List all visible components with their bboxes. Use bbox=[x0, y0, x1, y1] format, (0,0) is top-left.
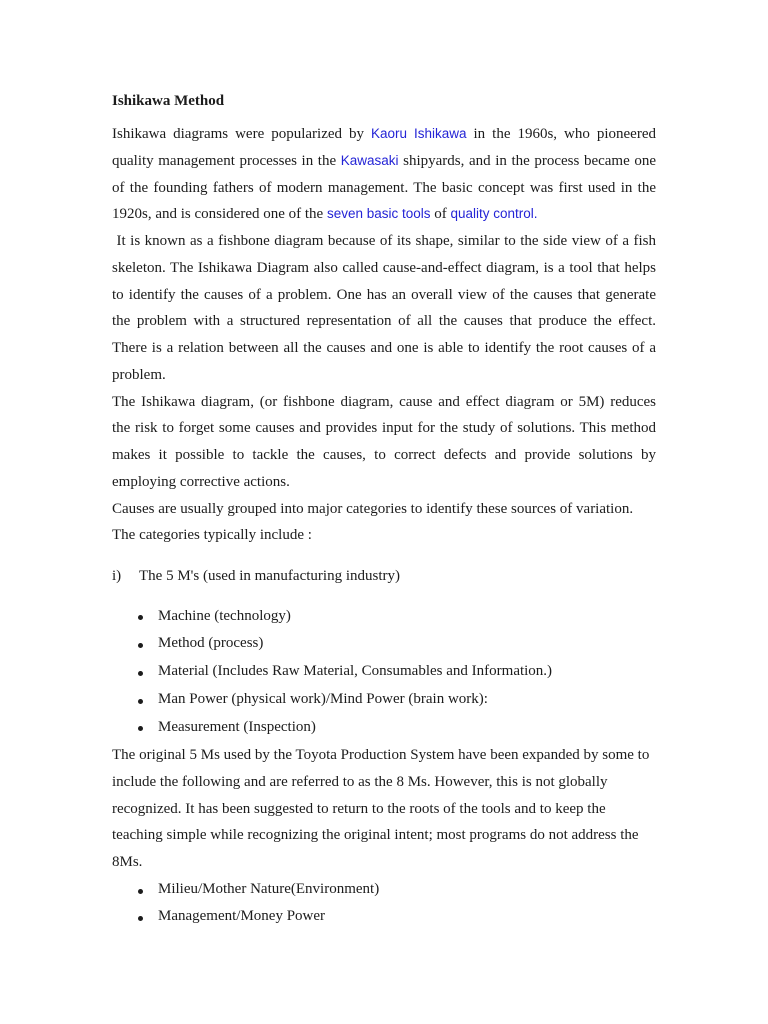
list-item-text: Measurement (Inspection) bbox=[158, 718, 316, 735]
list-item bbox=[112, 603, 656, 631]
list-item-text: Management/Money Power bbox=[158, 908, 326, 924]
list-item bbox=[112, 876, 656, 903]
list-item bbox=[112, 903, 656, 930]
text-line bbox=[112, 121, 656, 148]
text-line bbox=[112, 201, 656, 228]
text-span: quality management processes in the bbox=[112, 152, 341, 169]
text-line bbox=[112, 148, 656, 175]
list-item-text: Method (process) bbox=[158, 635, 264, 652]
link-kaoru-ishikawa[interactable]: Kaoru Ishikawa bbox=[371, 126, 467, 141]
list-item-text: Milieu/Mother Nature(Environment) bbox=[158, 881, 380, 897]
list-item-text: Man Power (physical work)/Mind Power (brain work): bbox=[158, 690, 488, 707]
list-item bbox=[112, 630, 656, 658]
bullet-icon bbox=[138, 699, 143, 704]
text-line: to identify the causes of a problem. One has an overall view of the causes that generate bbox=[112, 286, 656, 303]
text-line: teaching simple while recognizing the original intent; most programs do not address the bbox=[112, 827, 639, 844]
text-line: 8Ms. bbox=[112, 854, 143, 870]
text-span: of bbox=[430, 206, 451, 223]
body-text bbox=[112, 121, 656, 549]
text-line: employing corrective actions. bbox=[112, 473, 290, 490]
list-item bbox=[112, 658, 656, 686]
list-item bbox=[112, 686, 656, 714]
text-span: shipyards, and in the process became one bbox=[398, 152, 656, 169]
text-line: The categories typically include : bbox=[112, 527, 312, 544]
text-span: 1920s, and is considered one of the bbox=[112, 206, 327, 223]
text-line: The Ishikawa diagram, (or fishbone diagram, cause and effect diagram or 5M) reduces bbox=[112, 393, 656, 410]
text-line: There is a relation between all the causes and one is able to identify the root causes of a bbox=[112, 340, 656, 357]
document-title: Ishikawa Method bbox=[112, 93, 225, 109]
text-line: the risk to forget some causes and provides input for the study of solutions. This method bbox=[112, 420, 656, 437]
item-marker: i) bbox=[112, 568, 122, 584]
item-text: The 5 M's (used in manufacturing industry) bbox=[139, 568, 400, 584]
text-line: recognized. It has been suggested to return to the roots of the tools and to keep the bbox=[112, 800, 606, 817]
paragraph bbox=[112, 742, 656, 876]
bullet-icon bbox=[138, 889, 143, 894]
text-span: in the 1960s, who pioneered bbox=[466, 126, 656, 142]
bullet-list-8ms bbox=[112, 876, 656, 930]
text-line: problem. bbox=[112, 366, 166, 383]
link-quality-control[interactable]: quality control. bbox=[450, 206, 538, 222]
text-line: include the following and are referred to as the 8 Ms. However, this is not globally bbox=[112, 773, 608, 790]
bullet-icon bbox=[138, 726, 143, 731]
text-line: It is known as a fishbone diagram because of its shape, similar to the side view of a fish bbox=[112, 233, 656, 250]
bullet-icon bbox=[138, 643, 143, 648]
list-item-text: Machine (technology) bbox=[158, 607, 291, 624]
text-span: Ishikawa diagrams were popularized by bbox=[112, 126, 371, 142]
numbered-item bbox=[112, 563, 656, 590]
text-line: Causes are usually grouped into major categories to identify these sources of variation. bbox=[112, 500, 634, 517]
text-line: the problem with a structured representation of all the causes that produce the effect. bbox=[112, 313, 656, 330]
text-line: makes it possible to tackle the causes, to correct defects and provide solutions by bbox=[112, 447, 656, 464]
list-item-text: Material (Includes Raw Material, Consumables and Information.) bbox=[158, 663, 553, 679]
bullet-icon bbox=[138, 671, 143, 676]
bullet-icon bbox=[138, 615, 143, 620]
text-line: of the founding fathers of modern management. The basic concept was first used in the bbox=[112, 179, 656, 196]
text-line: The original 5 Ms used by the Toyota Production System have been expanded by some to bbox=[112, 747, 650, 763]
bullet-list-5ms bbox=[112, 603, 656, 742]
link-kawasaki[interactable]: Kawasaki bbox=[340, 152, 399, 168]
link-seven-basic-tools[interactable]: seven basic tools bbox=[326, 206, 431, 222]
text-line: skeleton. The Ishikawa Diagram also called cause-and-effect diagram, is a tool that helps bbox=[112, 259, 656, 276]
list-item bbox=[112, 714, 656, 742]
bullet-icon bbox=[138, 916, 143, 921]
